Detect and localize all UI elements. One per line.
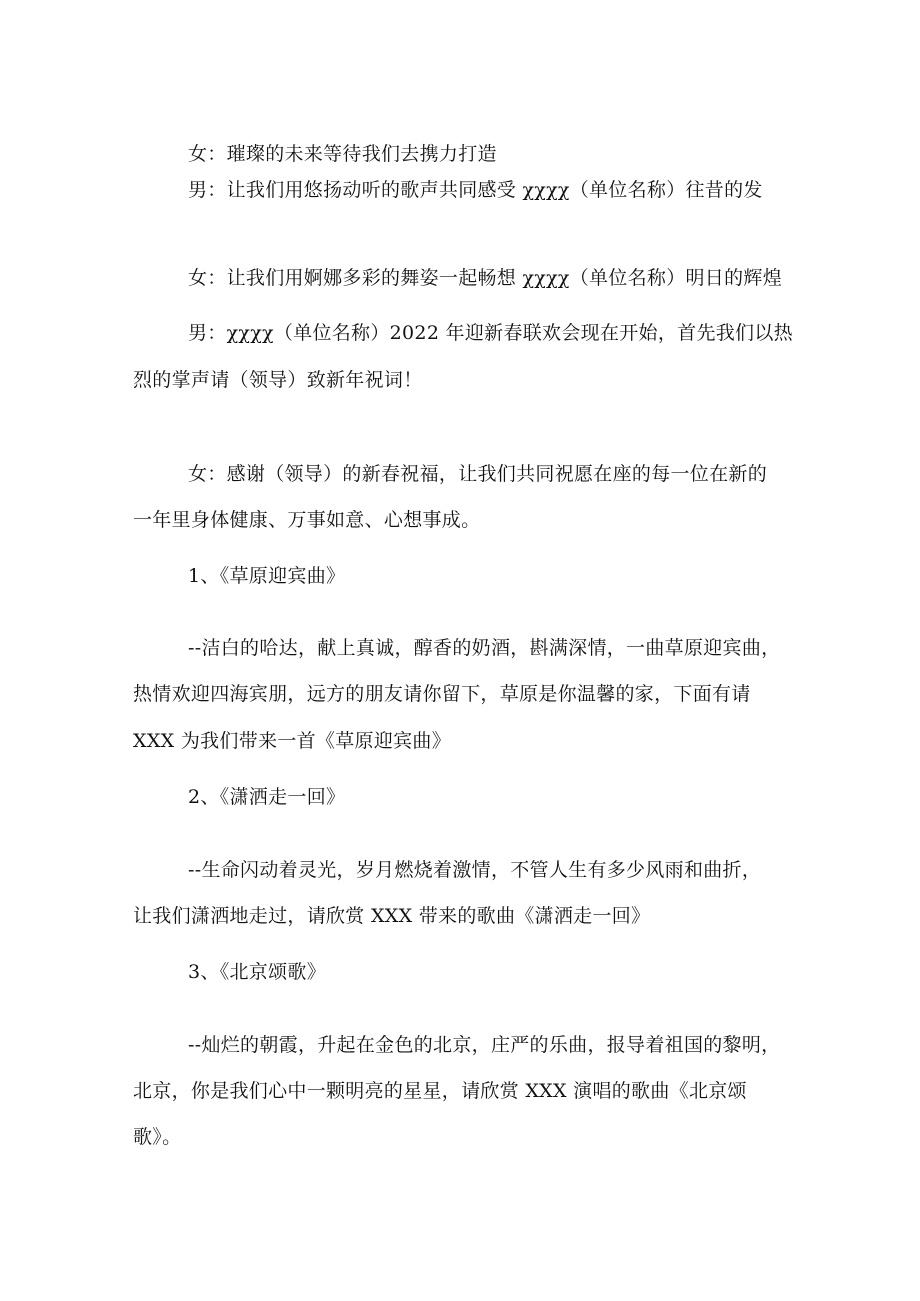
text-line-17: 北京，你是我们心中一颗明亮的星星，请欣赏 XXX 演唱的歌曲《北京颂 — [133, 1080, 747, 1102]
section-title-2: 2、《潇洒走一回》 — [188, 786, 346, 808]
text-line-10: 热情欢迎四海宾朋，远方的朋友请你留下，草原是你温馨的家，下面有请 — [133, 683, 751, 705]
text-line-6: 女：感谢（领导）的新春祝福，让我们共同祝愿在座的每一位在新的 — [188, 463, 768, 485]
text-line-9: --洁白的哈达，献上真诚，醇香的奶酒，斟满深情，一曲草原迎宾曲， — [188, 637, 781, 659]
text-line-3: 女：让我们用婀娜多彩的舞姿一起畅想 χχχχ（单位名称）明日的辉煌 — [188, 267, 782, 289]
text-line-4: 男：χχχχ（单位名称）2022 年迎新春联欢会现在开始，首先我们以热 — [188, 322, 793, 344]
section-title-3: 3、《北京颂歌》 — [188, 961, 326, 983]
text-line-7: 一年里身体健康、万事如意、心想事成。 — [133, 509, 481, 531]
text-line-18: 歌》。 — [133, 1126, 182, 1148]
section-title-1: 1、《草原迎宾曲》 — [188, 565, 346, 587]
text-line-14: 让我们潇洒地走过，请欣赏 XXX 带来的歌曲《潇洒走一回》 — [133, 905, 651, 927]
text-line-5: 烈的掌声请（领导）致新年祝词！ — [133, 369, 423, 391]
text-line-13: --生命闪动着灵光，岁月燃烧着激情，不管人生有多少风雨和曲折， — [188, 859, 762, 881]
text-line-2: 男：让我们用悠扬动听的歌声共同感受 χχχχ（单位名称）往昔的发 — [188, 179, 763, 201]
text-line-1: 女：璀璨的未来等待我们去携力打造 — [188, 143, 497, 165]
text-line-16: --灿烂的朝霞，升起在金色的北京，庄严的乐曲，报导着祖国的黎明， — [188, 1034, 781, 1056]
text-line-11: XXX 为我们带来一首《草原迎宾曲》 — [133, 730, 452, 752]
